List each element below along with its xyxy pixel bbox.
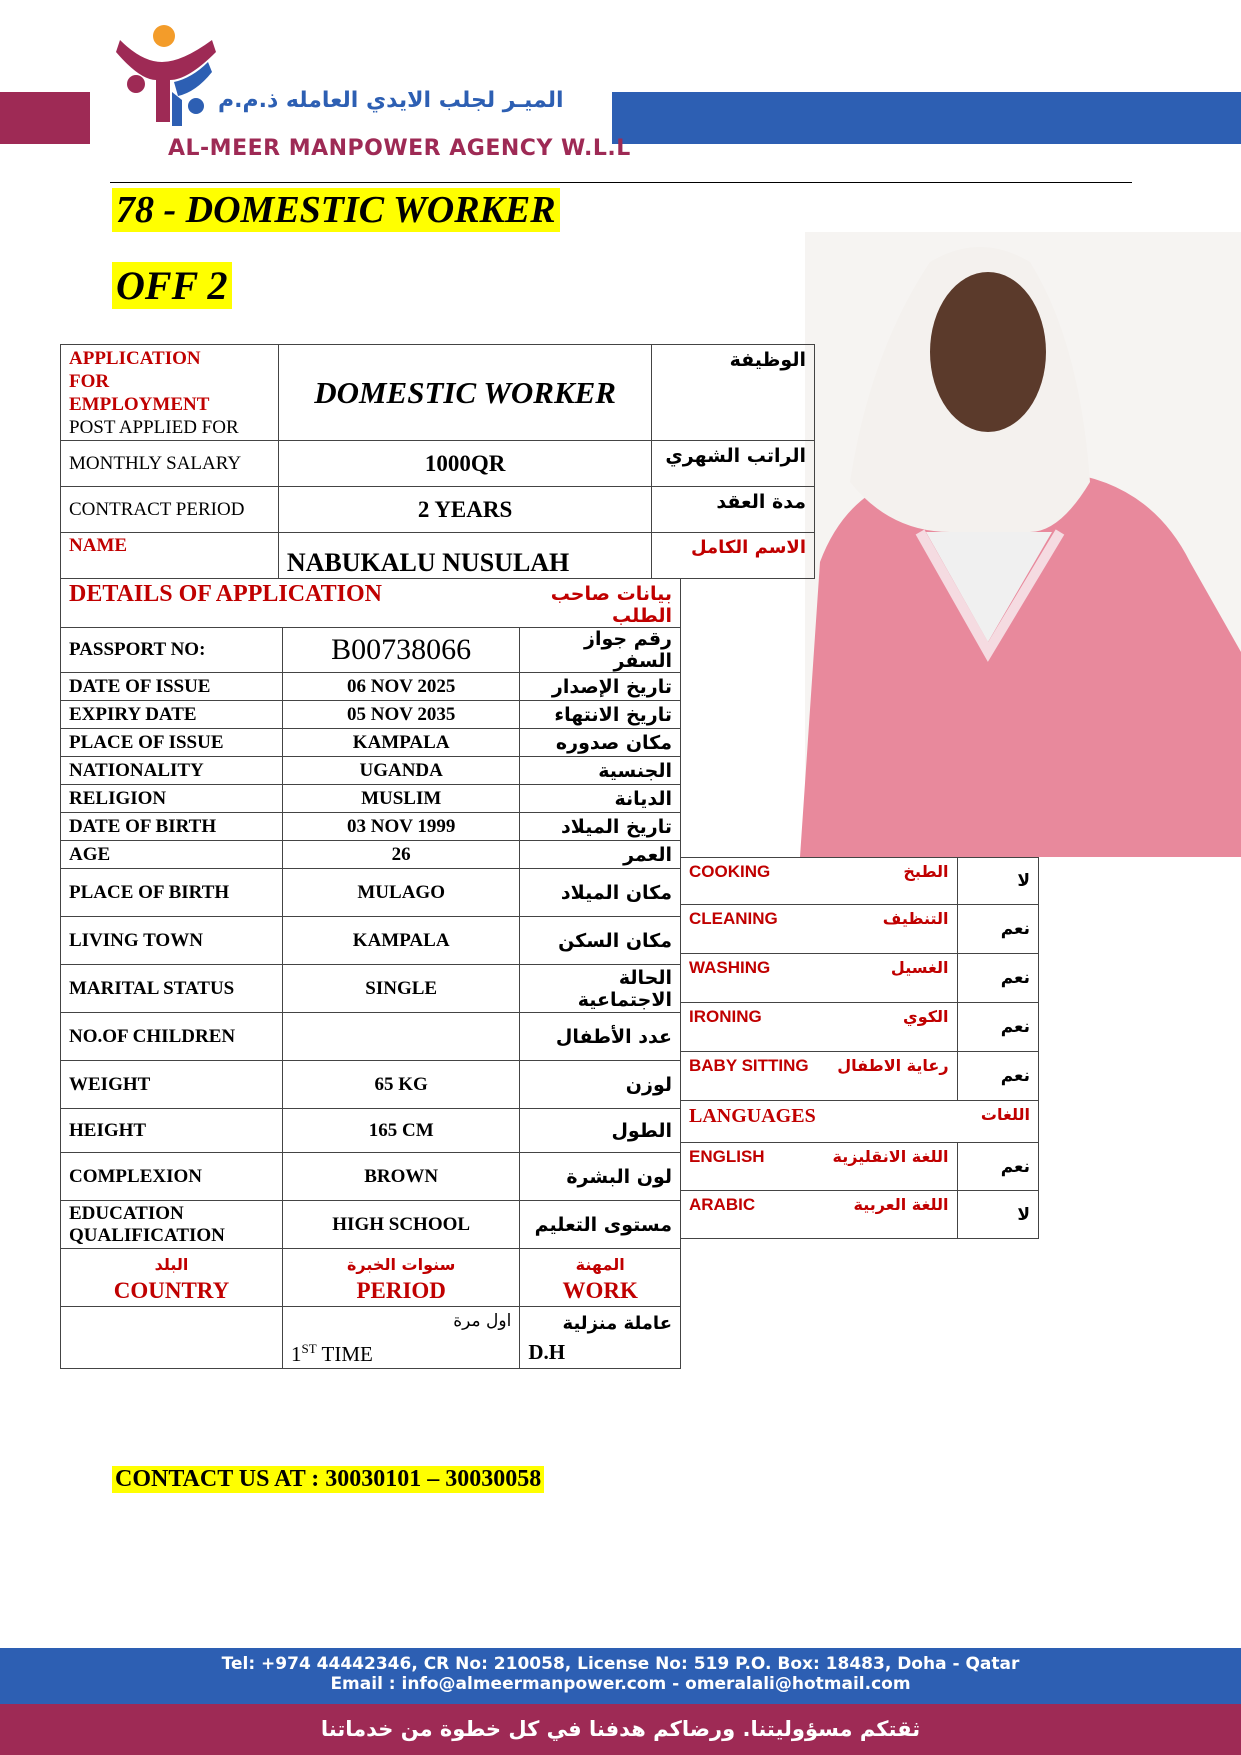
detail-label: PLACE OF BIRTH: [61, 869, 283, 917]
salary-label-ar: الراتب الشهري: [652, 441, 815, 487]
detail-value: MUSLIM: [283, 785, 520, 813]
post-applied-label: POST APPLIED FOR: [69, 417, 239, 438]
language-row: [681, 1191, 1039, 1239]
detail-row: [61, 869, 681, 917]
detail-value: 06 NOV 2025: [283, 673, 520, 701]
language-answer: نعم: [957, 1143, 1038, 1191]
detail-label-ar: الطول: [520, 1109, 681, 1153]
detail-value: SINGLE: [283, 965, 520, 1013]
exp-row-period-num: 1: [291, 1342, 302, 1366]
detail-label: DATE OF BIRTH: [61, 813, 283, 841]
exp-row-work-ar: عاملة منزلية: [562, 1312, 672, 1334]
details-heading-ar: بيانات صاحب الطلب: [520, 579, 681, 628]
detail-value: BROWN: [283, 1153, 520, 1201]
exp-row-work: [520, 1307, 681, 1369]
footer-line1: Tel: +974 44442346, CR No: 210058, License No: 519 P.O. Box: 18483, Doha - Qatar: [221, 1654, 1020, 1674]
name-label: NAME: [61, 533, 279, 579]
header-accent-bar-right: [612, 92, 1241, 144]
exp-row-period-ar: اول مرة: [453, 1311, 512, 1331]
detail-row: [61, 673, 681, 701]
detail-label: LIVING TOWN: [61, 917, 283, 965]
exp-work-ar: المهنة: [575, 1254, 625, 1274]
language-row: [681, 1143, 1039, 1191]
exp-row-work-en: D.H: [528, 1339, 566, 1364]
contract-value: 2 YEARS: [278, 487, 651, 533]
detail-label: NO.OF CHILDREN: [61, 1013, 283, 1061]
detail-label-ar: مستوى التعليم: [520, 1201, 681, 1249]
exp-row-period-sup: ST: [301, 1341, 317, 1356]
skill-row: [681, 858, 1039, 905]
skill-answer: نعم: [957, 1052, 1038, 1101]
detail-label: AGE: [61, 841, 283, 869]
languages-heading-ar: اللغات: [980, 1105, 1030, 1124]
detail-label: WEIGHT: [61, 1061, 283, 1109]
exp-country: COUNTRY: [113, 1277, 230, 1303]
detail-label: NATIONALITY: [61, 757, 283, 785]
exp-country-ar: البلد: [154, 1254, 189, 1274]
detail-row: [61, 701, 681, 729]
logo-english-name: AL-MEER MANPOWER AGENCY W.L.L: [168, 136, 631, 161]
detail-row: [61, 813, 681, 841]
skill-name: WASHING: [689, 958, 771, 977]
exp-row-period-text: TIME: [316, 1342, 373, 1366]
exp-period-ar: سنوات الخبرة: [346, 1254, 456, 1274]
language-answer: لا: [957, 1191, 1038, 1239]
detail-label-ar: تاريخ الإصدار: [520, 673, 681, 701]
detail-value: 05 NOV 2035: [283, 701, 520, 729]
skill-cell: [681, 1052, 958, 1101]
name-value: NABUKALU NUSULAH: [278, 533, 651, 579]
skills-table: [680, 857, 1039, 1239]
detail-row: [61, 785, 681, 813]
skill-row: [681, 905, 1039, 954]
detail-label-ar: تاريخ الانتهاء: [520, 701, 681, 729]
header-divider: [110, 182, 1132, 183]
language-name-ar: اللغة العربية: [853, 1195, 949, 1214]
detail-row: [61, 1153, 681, 1201]
detail-row: [61, 1109, 681, 1153]
exp-country-header: [61, 1249, 283, 1307]
detail-row: [61, 1061, 681, 1109]
detail-label: COMPLEXION: [61, 1153, 283, 1201]
detail-value: B00738066: [283, 628, 520, 673]
details-heading: DETAILS OF APPLICATION: [69, 581, 382, 607]
post-label-ar: الوظيفة: [652, 345, 815, 441]
skill-name-ar: الطبخ: [903, 862, 949, 881]
salary-label: MONTHLY SALARY: [61, 441, 279, 487]
detail-label: EDUCATION QUALIFICATION: [61, 1201, 283, 1249]
post-label-cell: [61, 345, 279, 441]
detail-row: [61, 628, 681, 673]
exp-row-period: [283, 1307, 520, 1369]
detail-label-ar: لون البشرة: [520, 1153, 681, 1201]
skill-cell: [681, 858, 958, 905]
detail-label: EXPIRY DATE: [61, 701, 283, 729]
footer-line2: Email : info@almeermanpower.com - omeralali@hotmail.com: [330, 1674, 911, 1694]
skill-answer: نعم: [957, 954, 1038, 1003]
detail-value: [283, 1013, 520, 1061]
skill-answer: نعم: [957, 905, 1038, 954]
language-name: ARABIC: [689, 1195, 756, 1214]
detail-row: [61, 729, 681, 757]
skill-name-ar: التنظيف: [882, 909, 949, 928]
skill-row: [681, 1052, 1039, 1101]
detail-label-ar: مكان السكن: [520, 917, 681, 965]
footer-slogan: ثقتكم مسؤوليتنا. ورضاكم هدفنا في كل خطوة من خدماتنا: [0, 1704, 1241, 1755]
skill-cell: [681, 954, 958, 1003]
exp-period: PERIOD: [356, 1277, 446, 1303]
detail-value: 65 KG: [283, 1061, 520, 1109]
post-value: DOMESTIC WORKER: [278, 345, 651, 441]
details-table: [60, 578, 681, 1369]
detail-label: MARITAL STATUS: [61, 965, 283, 1013]
detail-value: 03 NOV 1999: [283, 813, 520, 841]
language-cell: [681, 1143, 958, 1191]
exp-row-period-en: [291, 1335, 511, 1368]
skills-rows: [681, 858, 1039, 1101]
detail-label: RELIGION: [61, 785, 283, 813]
detail-value: KAMPALA: [283, 729, 520, 757]
header-accent-bar-left: [0, 92, 90, 144]
contract-label: CONTRACT PERIOD: [61, 487, 279, 533]
details-rows: [61, 628, 681, 1249]
detail-label-ar: تاريخ الميلاد: [520, 813, 681, 841]
exp-row-country: [61, 1307, 283, 1369]
detail-label: PLACE OF ISSUE: [61, 729, 283, 757]
languages-rows: [681, 1143, 1039, 1239]
salary-value: 1000QR: [278, 441, 651, 487]
application-label: APPLICATION FOR EMPLOYMENT: [69, 348, 210, 415]
detail-label-ar: لوزن: [520, 1061, 681, 1109]
skill-cell: [681, 905, 958, 954]
name-label-ar: الاسم الكامل: [652, 533, 815, 579]
detail-row: [61, 1201, 681, 1249]
skill-name: COOKING: [689, 862, 771, 881]
detail-value: HIGH SCHOOL: [283, 1201, 520, 1249]
languages-heading: LANGUAGES: [689, 1105, 816, 1127]
exp-period-header: [283, 1249, 520, 1307]
page-subtitle: OFF 2: [112, 262, 232, 309]
skill-name: IRONING: [689, 1007, 762, 1026]
contact-line: CONTACT US AT : 30030101 – 30030058: [112, 1466, 544, 1493]
skill-answer: لا: [957, 858, 1038, 905]
skill-answer: نعم: [957, 1003, 1038, 1052]
language-name: ENGLISH: [689, 1147, 765, 1166]
logo-arabic-name: الميـر لجلب الايدي العامله ذ.م.م: [218, 88, 564, 113]
detail-label-ar: مكان الميلاد: [520, 869, 681, 917]
detail-label-ar: عدد الأطفال: [520, 1013, 681, 1061]
detail-label-ar: العمر: [520, 841, 681, 869]
footer-contact-bar: [0, 1648, 1241, 1704]
skill-row: [681, 954, 1039, 1003]
detail-row: [61, 757, 681, 785]
skill-row: [681, 1003, 1039, 1052]
contract-label-ar: مدة العقد: [652, 487, 815, 533]
languages-heading-cell: [681, 1101, 1039, 1143]
detail-label: DATE OF ISSUE: [61, 673, 283, 701]
detail-label-ar: الجنسية: [520, 757, 681, 785]
detail-label: HEIGHT: [61, 1109, 283, 1153]
company-logo-icon: [112, 22, 222, 132]
detail-label-ar: رقم جواز السفر: [520, 628, 681, 673]
skill-name-ar: رعاية الاطفال: [837, 1056, 949, 1075]
detail-value: 165 CM: [283, 1109, 520, 1153]
language-name-ar: اللغة الانقليزية: [832, 1147, 949, 1166]
detail-row: [61, 1013, 681, 1061]
application-table: [60, 344, 815, 579]
detail-row: [61, 841, 681, 869]
detail-value: KAMPALA: [283, 917, 520, 965]
detail-value: 26: [283, 841, 520, 869]
page-title: 78 - DOMESTIC WORKER: [112, 188, 560, 232]
exp-work: WORK: [562, 1277, 638, 1303]
language-cell: [681, 1191, 958, 1239]
details-heading-cell: [61, 579, 520, 628]
skill-name: BABY SITTING: [689, 1056, 809, 1075]
skill-name-ar: الكوي: [903, 1007, 949, 1026]
detail-value: UGANDA: [283, 757, 520, 785]
detail-label-ar: الديانة: [520, 785, 681, 813]
detail-label-ar: مكان صدوره: [520, 729, 681, 757]
skill-name: CLEANING: [689, 909, 778, 928]
exp-work-header: [520, 1249, 681, 1307]
detail-label: PASSPORT NO:: [61, 628, 283, 673]
skill-name-ar: الغسيل: [890, 958, 949, 977]
detail-label-ar: الحالة الاجتماعية: [520, 965, 681, 1013]
detail-value: MULAGO: [283, 869, 520, 917]
detail-row: [61, 917, 681, 965]
detail-row: [61, 965, 681, 1013]
skill-cell: [681, 1003, 958, 1052]
